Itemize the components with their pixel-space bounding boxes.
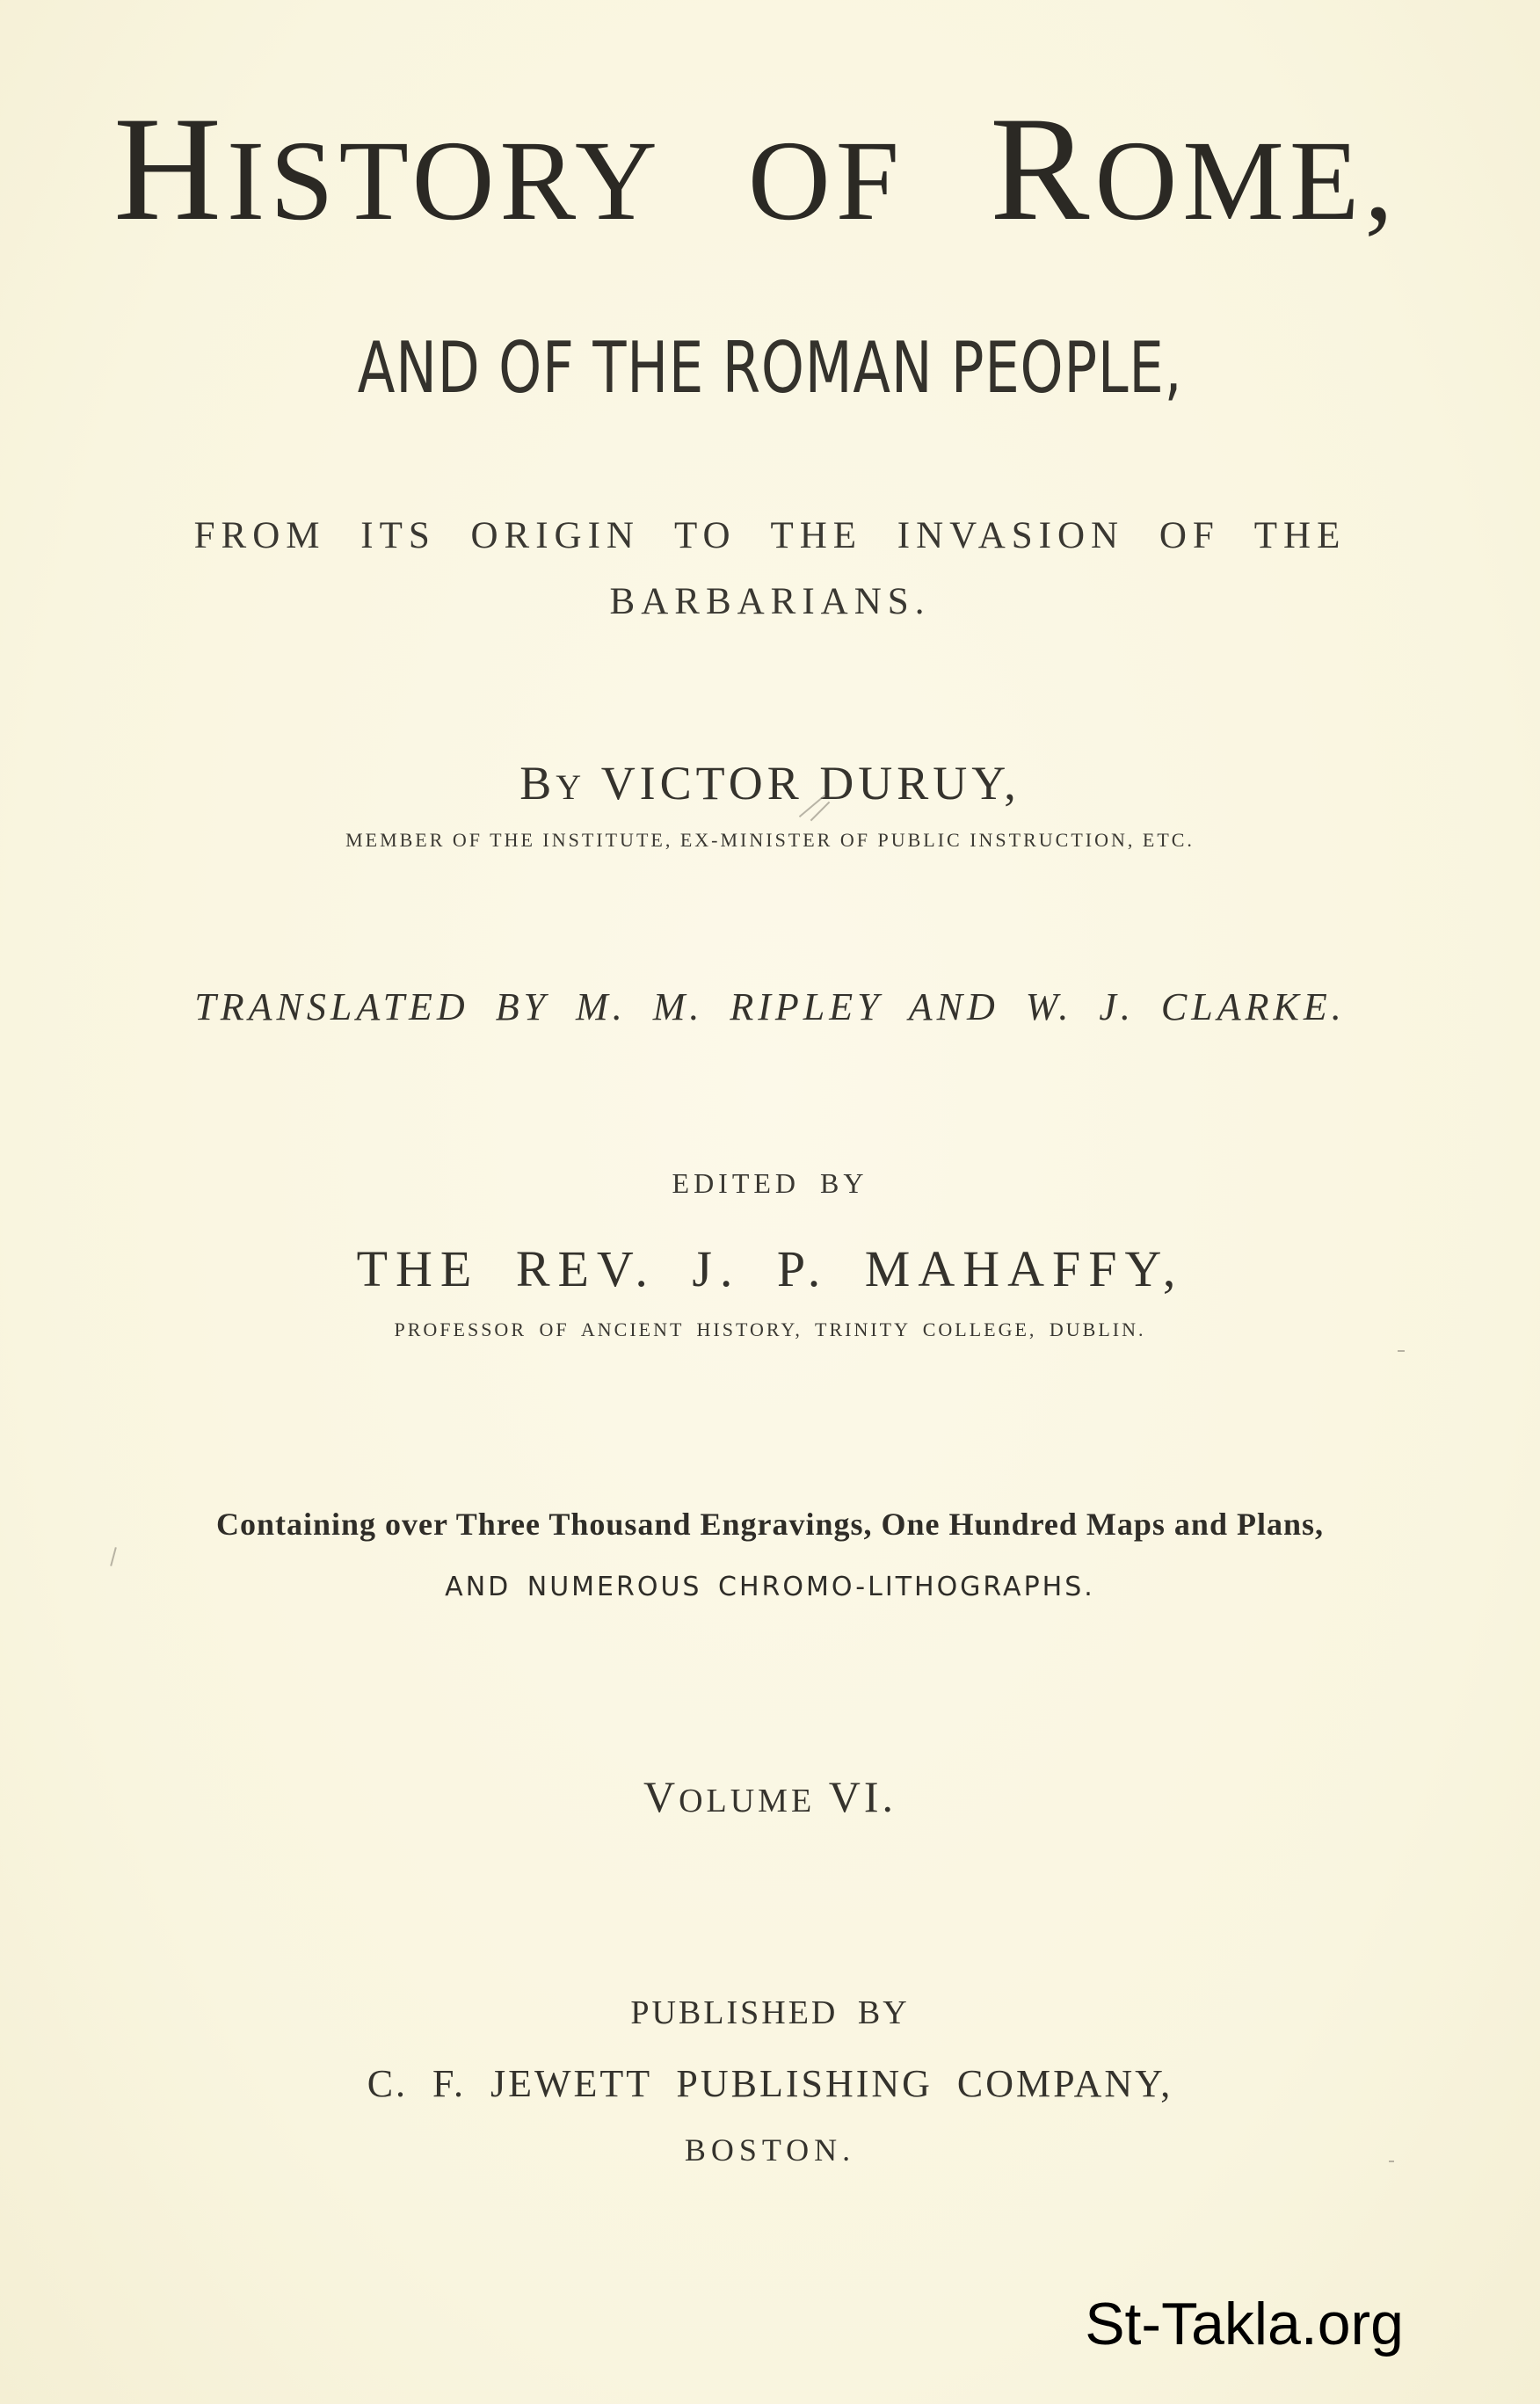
volume-number: VOLUME VI. [643,1772,897,1821]
book-title: HISTORY OF ROME, [113,86,1398,251]
contents-blackletter-line: Containing over Three Thousand Engravings, One Hundred Maps and Plans, [215,1507,1324,1542]
edited-by-label: EDITED BY [672,1167,868,1199]
author-name: VICTOR DURUY, [600,757,1021,810]
paper-speck-2 [1398,1350,1405,1352]
published-by-label: PUBLISHED BY [630,1994,910,2031]
subtitle-origin-line-2: BARBARIANS. [609,581,931,622]
book-subtitle: AND OF THE ROMAN PEOPLE, [357,327,1183,409]
editor-credentials: PROFESSOR OF ANCIENT HISTORY, TRINITY COLLEGE, DUBLIN. [394,1318,1146,1340]
paper-speck [110,1547,117,1566]
editor-name: THE REV. J. P. MAHAFFY, [356,1240,1184,1297]
author-line: BY VICTOR DURUY, [519,757,1021,810]
chromo-lithographs-line: AND NUMEROUS CHROMO-LITHOGRAPHS. [445,1572,1095,1602]
paper-speck-3 [1389,2161,1394,2162]
author-credentials: MEMBER OF THE INSTITUTE, EX-MINISTER OF PUBLIC INSTRUCTION, ETC. [345,829,1195,851]
translators-line: TRANSLATED BY M. M. RIPLEY AND W. J. CLARKE. [194,985,1346,1028]
watermark-text: St-Takla.org [1085,2291,1404,2357]
subtitle-origin-line-1: FROM ITS ORIGIN TO THE INVASION OF THE [193,515,1347,556]
publisher-company: C. F. JEWETT PUBLISHING COMPANY, [367,2062,1173,2105]
publisher-city: BOSTON. [684,2132,856,2168]
